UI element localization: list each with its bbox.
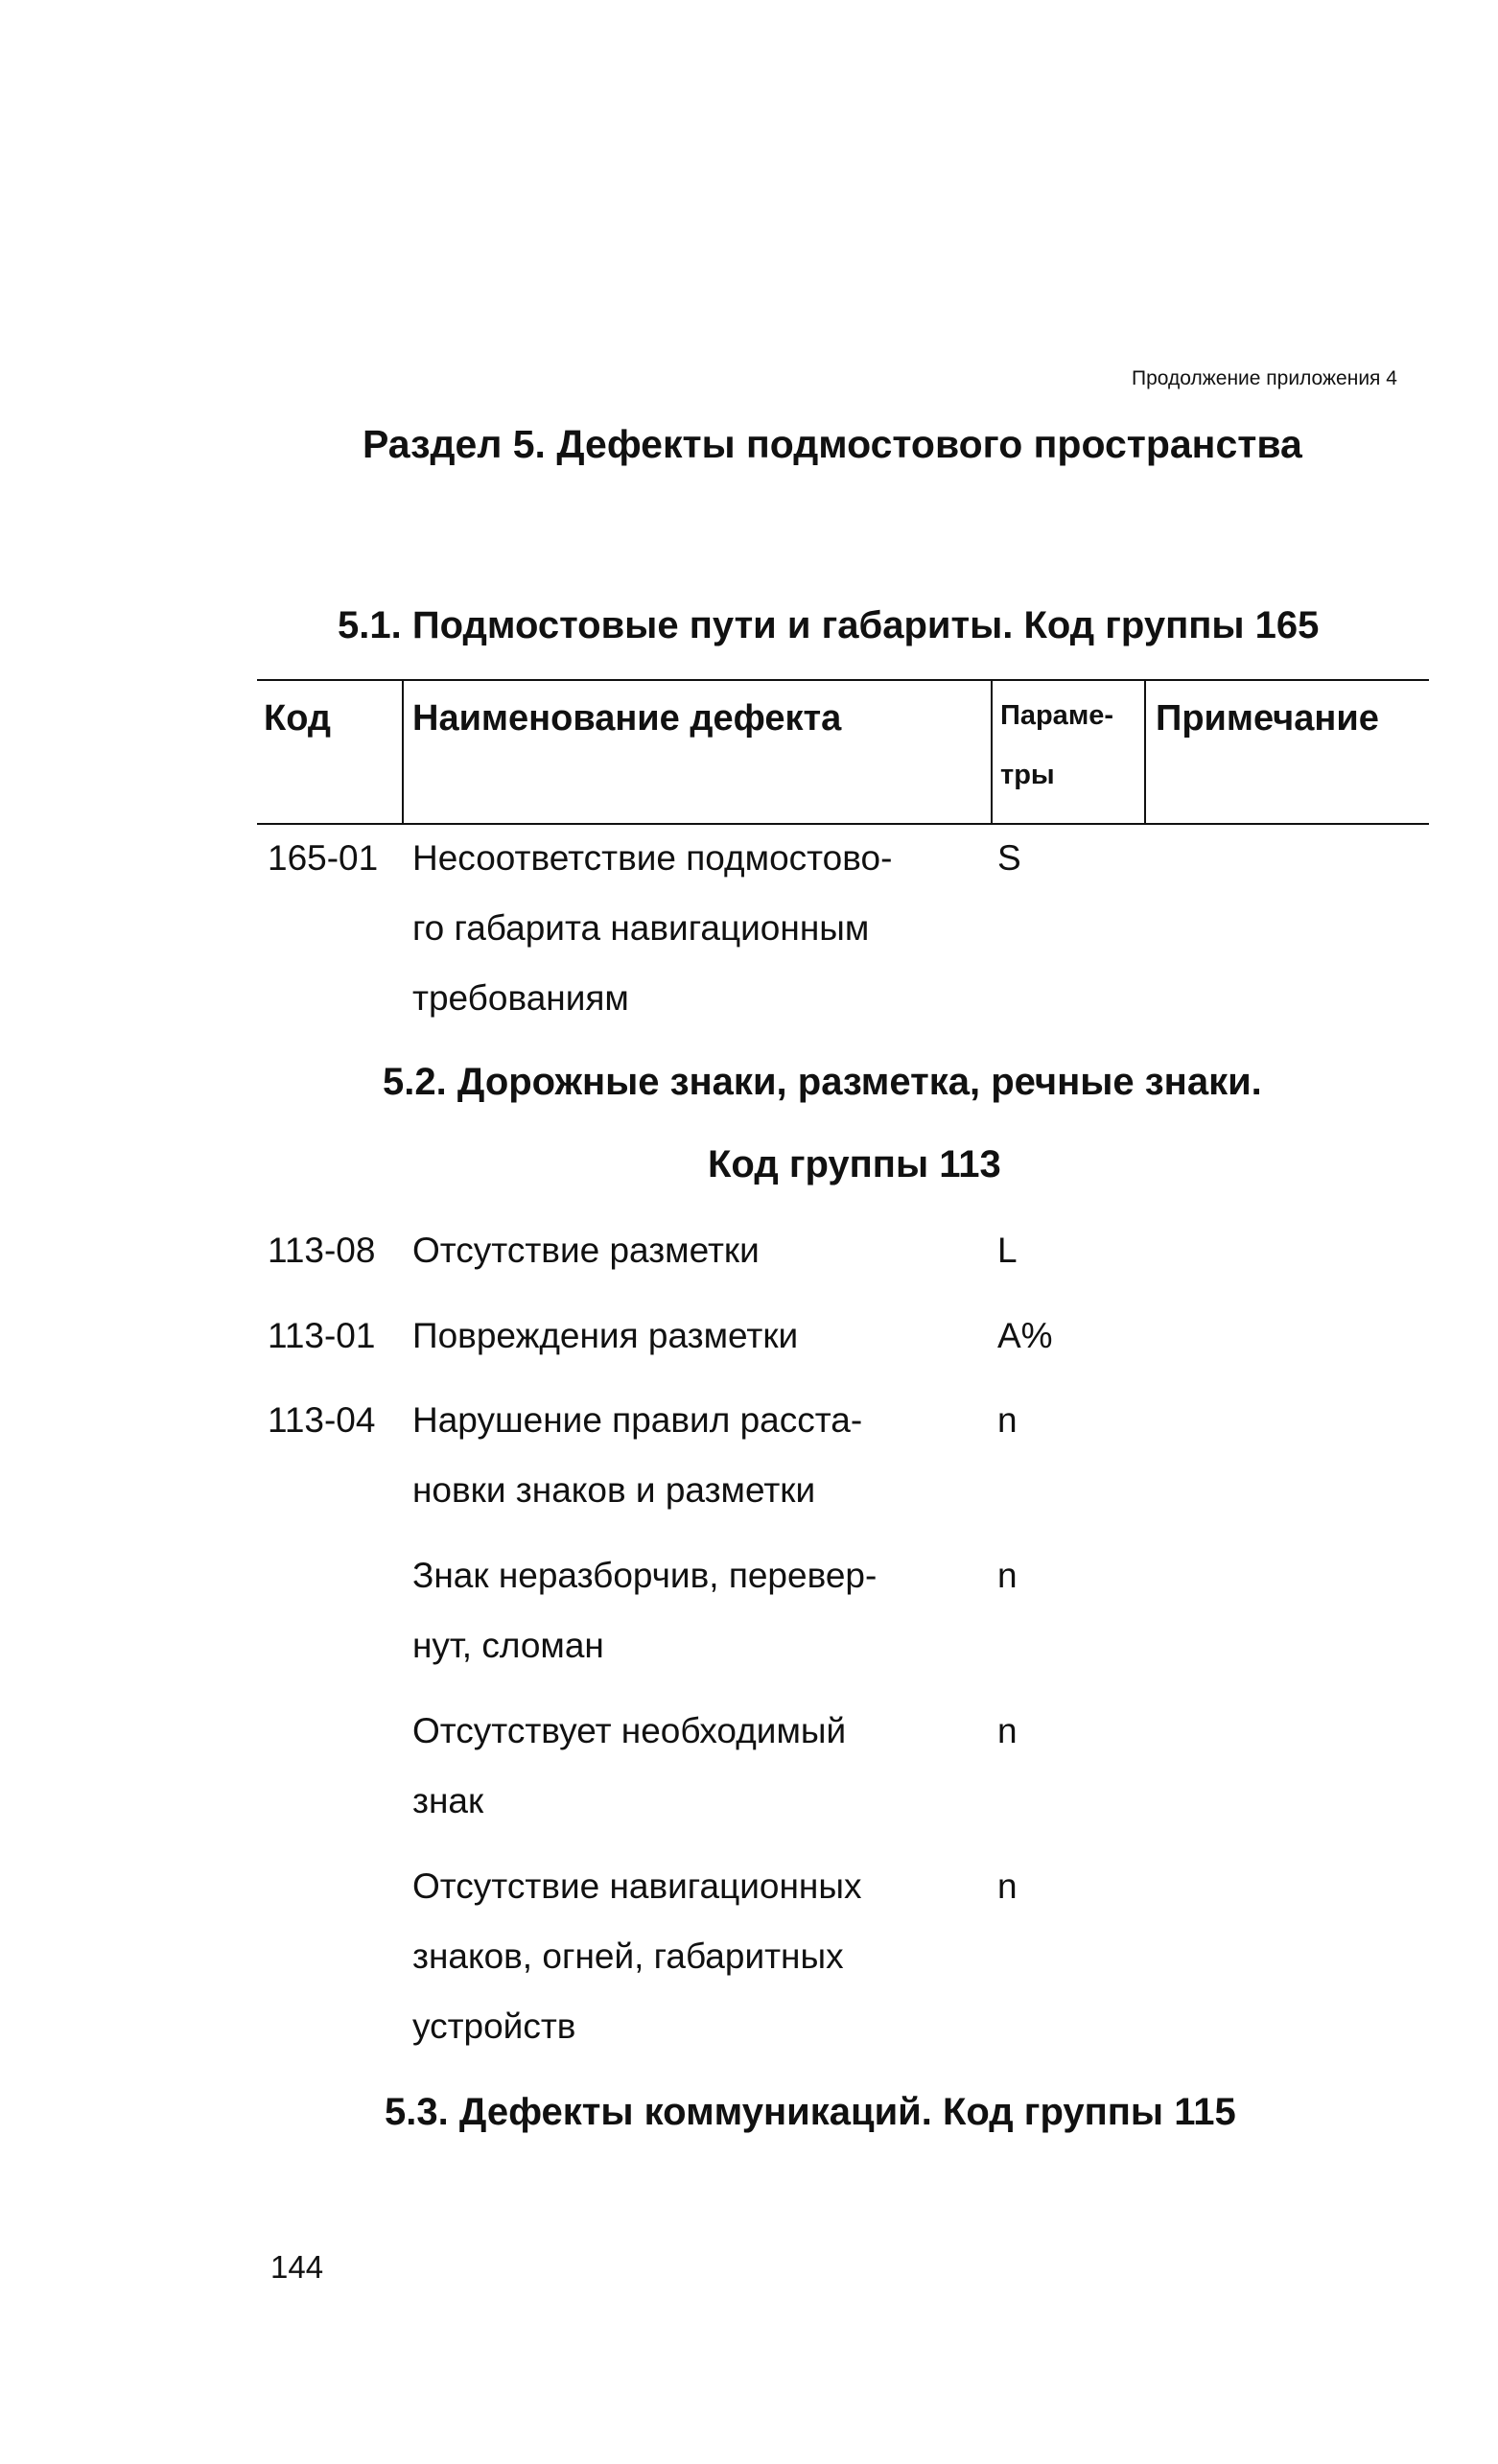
header-params-line1: Параме-	[1000, 700, 1114, 731]
table-divider-code	[402, 679, 404, 825]
row-param: L	[997, 1231, 1018, 1270]
row-description: Отсутствие разметки	[412, 1231, 760, 1270]
header-note: Примечание	[1156, 698, 1379, 739]
table-top-rule	[257, 679, 1429, 681]
header-params-line2: тры	[1000, 760, 1055, 790]
running-head: Продолжение приложения 4	[1132, 367, 1397, 389]
row-description: Нарушение правил расста- новки знаков и разметки	[412, 1400, 863, 1510]
section-title: Раздел 5. Дефекты подмостового пространства	[363, 422, 1302, 466]
row-description: Повреждения разметки	[412, 1316, 799, 1355]
row-code: 113-04	[268, 1400, 376, 1440]
subsection-3-title: 5.3. Дефекты коммуникаций. Код группы 115	[385, 2091, 1236, 2133]
row-param: n	[997, 1866, 1018, 1906]
table-divider-name	[991, 679, 993, 825]
header-name: Наименование дефекта	[412, 698, 842, 739]
row-param: n	[997, 1400, 1018, 1440]
page-number: 144	[270, 2249, 324, 2285]
row-description: Отсутствие навигационных знаков, огней, габаритных устройств	[412, 1866, 862, 2046]
row-param: A%	[997, 1316, 1053, 1355]
row-code: 113-08	[268, 1231, 376, 1270]
table-divider-params	[1144, 679, 1146, 825]
row-code: 165-01	[268, 838, 379, 878]
row-description: Несоответствие подмостово- го габарита навигационным требованиям	[412, 838, 893, 1018]
header-code: Код	[264, 698, 332, 739]
row-param: n	[997, 1711, 1018, 1750]
subsection-2-title-line2: Код группы 113	[708, 1143, 1001, 1185]
row-description: Знак неразборчив, перевер- нут, сломан	[412, 1556, 878, 1665]
subsection-1-title: 5.1. Подмостовые пути и габариты. Код группы 165	[338, 604, 1320, 646]
row-description: Отсутствует необходимый знак	[412, 1711, 847, 1820]
row-param: n	[997, 1556, 1018, 1595]
row-param: S	[997, 838, 1021, 878]
row-code: 113-01	[268, 1316, 376, 1355]
subsection-2-title-line1: 5.2. Дорожные знаки, разметка, речные знаки.	[383, 1061, 1262, 1103]
